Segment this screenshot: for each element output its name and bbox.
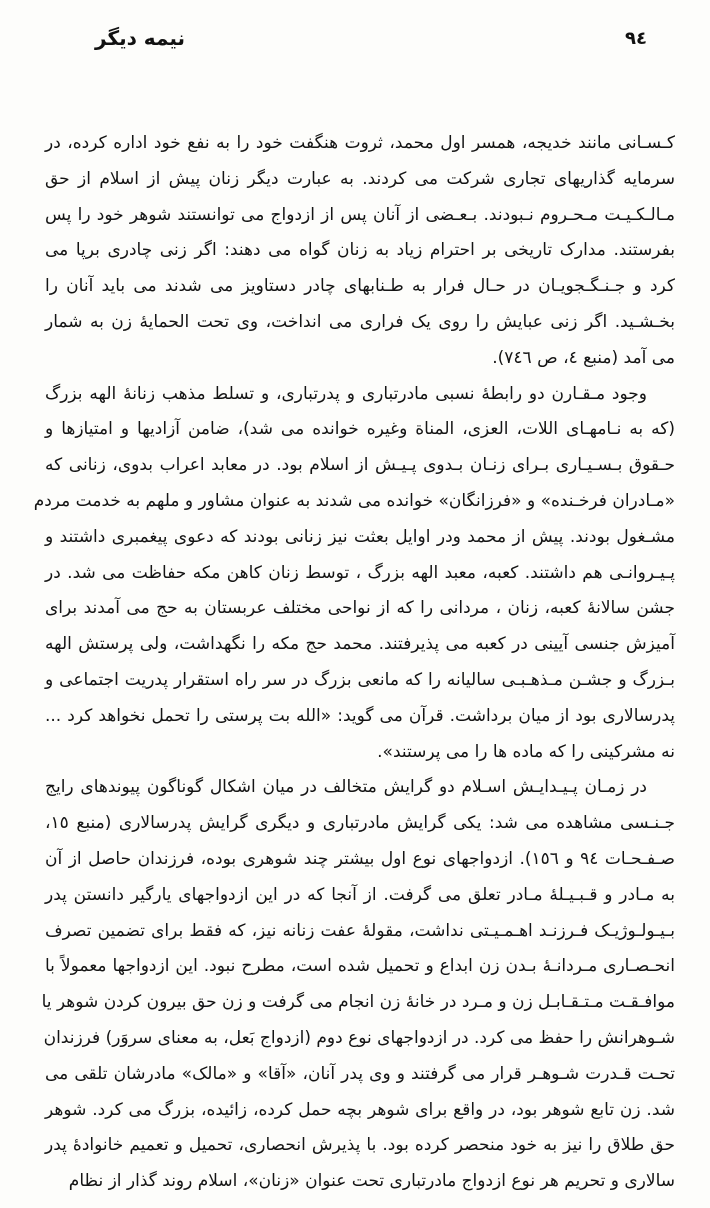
text-line: موافـقـت مـتـقـابـل زن و مـرد در خانهٔ زن انجام می گرفت و زن حق بیرون کردن شوهر یا [41, 992, 675, 1013]
paragraph [45, 126, 675, 377]
text-line: بخـشـید. اگر زنی عبایش را روی یک فراری می انداخت، وی تحت الحمایهٔ زن به شمار [45, 311, 675, 332]
text-line: حق طلاق را نیز به خود منحصر کرده بود. با پذیرش انحصاری، تحمیل و تعمیم خانوادهٔ پدر [45, 1135, 675, 1156]
text-line: آمیزش جنسی آیینی در کعبه می پذیرفتند. محمد حج مکه را نگهداشت، ولی پرستش الهه [45, 634, 675, 655]
text-line: کرد و جـنـگـجویـان در حـال فرار به طـنابهای چادر دستاویز می شدند می باید آنان را [45, 276, 675, 297]
text-line: انحـصـاری مـردانـهٔ بـدن زن ابداع و تحمیل شده است، مطرح نبود. این ازدواجها معمولاً با [45, 956, 675, 977]
text-line: بـزرگ و جشـن مـذهـبـی سالیانه را که مانعی بزرگ در سر راه استقرار پدریت اجتماعی و [45, 669, 675, 690]
body-text [33, 126, 675, 1200]
text-line: کـسـانی مانند خدیجه، همسر اول محمد، ثروت هنگفت خود را به نفع خود اداره کرده، در [45, 133, 675, 153]
text-line: شـوهرانش را حفظ می کرد. در ازدواجهای نوع دوم (ازدواج بَعل، به معنای سروَر) فرزندان [43, 1027, 675, 1048]
text-line: سالاری و تحریم هر نوع ازدواج مادرتباری تحت عنوان «زنان»، اسلام روند گذار از نظام [68, 1171, 675, 1192]
text-line: حـقوق بـسـیـاری بـرای زنـان بـدوی پـیـش از اسلام بود. در معابد اعراب بدوی، زنانی که [45, 455, 675, 476]
text-line: به مـادر و قـبـیـلهٔ مـادر تعلق می گرفت. از آنجا که در این ازدواجهای یارگیر دانستن پدر [45, 884, 675, 905]
text-line: نه مشرکینی را که ماده ها را می پرستند». [377, 741, 675, 762]
text-line: جـنـسی مشاهده می شد: یکی گرایش مادرتباری و دیگری گرایش پدرسالاری (منبع ١٥، [45, 813, 675, 834]
journal-title: نیمه دیگر [95, 26, 186, 50]
text-line: تحـت قـدرت شـوهـر قرار می گرفتند و وی پدر آنان، «آقا» و «مالک» مادرشان تلقی می [45, 1063, 675, 1084]
text-line: مـالـکـیـت مـحـروم نـبودند. بـعـضی از آنان پس از ازدواج می توانستند شوهر خود را پس [45, 204, 675, 225]
text-line: مشـغول بودند. پیش از محمد ودر اوایل بعثت نیز زنانی بودند که دعوی پیغمبری داشتند و [45, 526, 675, 547]
text-line: در زمـان پـیـدایـش اسـلام دو گرایش متخالف در میان اشکال گوناگون پیوندهای رایج [45, 777, 647, 798]
text-line: بفرستند. مدارک تاریخی بر احترام زیاد به زنان گواه می دهند: اگر زنی چادری برپا می [45, 240, 675, 261]
text-line: پدرسالاری بود از میان برداشت. قرآن می گوید: «الله بت پرستی را تحمل نخواهد کرد ... [45, 705, 675, 726]
text-line: «مـادران فرخـنده» و «فرزانگان» خوانده می شدند به عنوان مشاور و ملهم به خدمت مردم [33, 490, 675, 511]
text-line: صـفـحـات ٩٤ و ١٥٦). ازدواجهای نوع اول بیشتر چند شوهری بوده، فرزندان حاصل از آن [45, 848, 675, 869]
text-line: جشن سالانهٔ کعبه، زنان ، مردانی را که از نواحی مختلف عربستان به حج می آمدند برای [45, 598, 675, 619]
text-line: می آمد (منبع ٤، ص ٧٤٦). [492, 347, 675, 368]
paragraph [33, 377, 675, 771]
text-line: پـیـروانـی هم داشتند. کعبه، معبد الهه بزرگ ، توسط زنان کاهن مکه حفاظت می شد. در [45, 562, 675, 583]
page-number: ٩٤ [625, 28, 647, 49]
text-line: بـیـولـوژیـک فـرزنـد اهـمـیـتی نداشت، مقولهٔ عفت زنانه نیز، که فقط برای تضمین تصرف [45, 920, 675, 941]
text-line: وجود مـقـارن دو رابطهٔ نسبی مادرتباری و پدرتباری، و تسلط مذهب زنانهٔ الهه بزرگ [45, 383, 647, 404]
text-line: سرمایه گذاریهای تجاری شرکت می کردند. به عبارت دیگر زنان پیش از اسلام از حق [45, 168, 675, 189]
text-line: (که به نـامهـای اللات، العزی، المناة وغیره خوانده می شد)، ضامن آزادیها و امتیازها و [45, 419, 675, 440]
paragraph [41, 770, 675, 1200]
text-line: شد. زن تابع شوهر بود، در واقع برای شوهر بچه حمل کرده، زائیده، بزرگ می کرد. شوهر [45, 1099, 675, 1120]
running-header [0, 0, 710, 70]
